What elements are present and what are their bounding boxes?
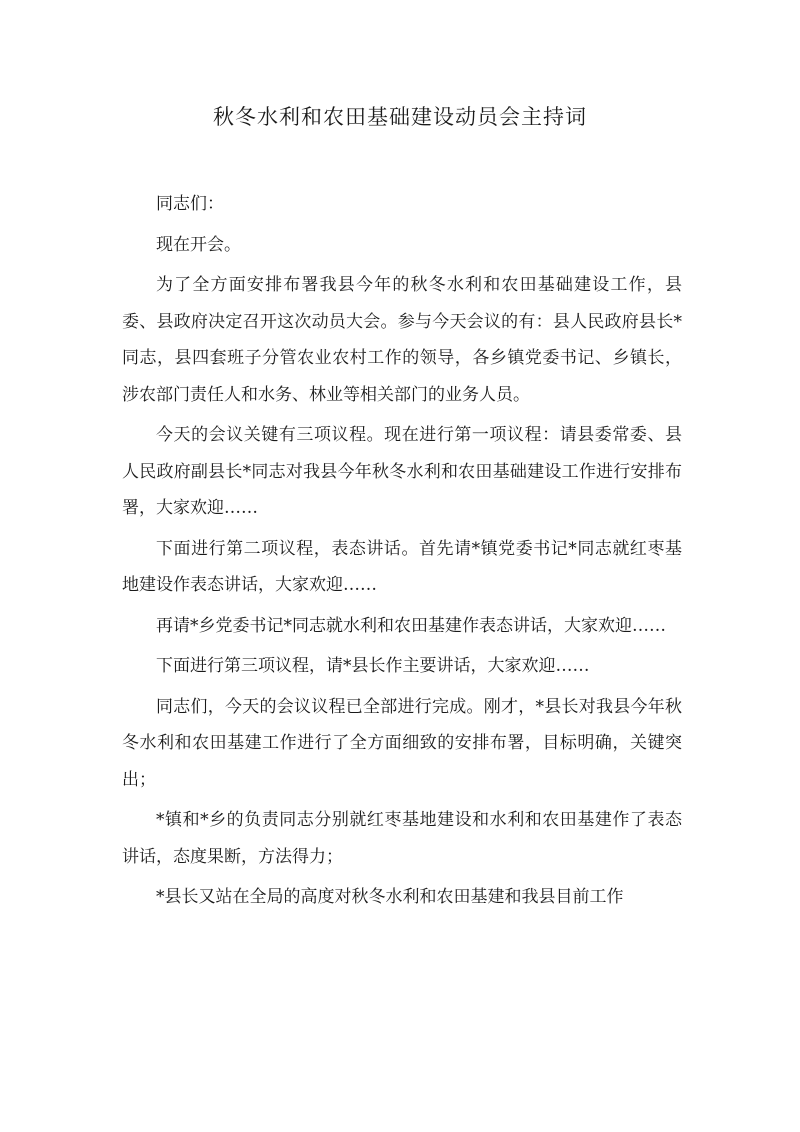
paragraph-purpose: 为了全方面安排布署我县今年的秋冬水利和农田基础建设工作，县委、县政府决定召开这次动员大会。参与今天会议的有：县人民政府县长*同志，县四套班子分管农业农村工作的领导，各乡镇党委书记、乡镇长，涉农部门责任人和水务、林业等相关部门的业务人员。 (122, 275, 682, 405)
paragraph-agenda-two-second: 再请*乡党委书记*同志就水利和农田基建作表态讲话，大家欢迎…… (156, 615, 666, 636)
paragraph-agenda-one: 今天的会议关键有三项议程。现在进行第一项议程：请县委常委、县人民政府副县长*同志对我县今年秋冬水利和农田基础建设工作进行安排布署，大家欢迎…… (122, 425, 682, 518)
paragraph-agenda-three: 下面进行第三项议程，请*县长作主要讲话，大家欢迎…… (156, 656, 590, 676)
paragraph-statements: *镇和*乡的负责同志分别就红枣基地建设和水利和农田基建作了表态讲话，态度果断，方法得力； (122, 810, 682, 867)
paragraph-conclusion: *县长又站在全局的高度对秋冬水利和农田基建和我县目前工作 (156, 887, 624, 907)
document-title: 秋冬水利和农田基础建设动员会主持词 (213, 105, 587, 129)
paragraph-agenda-two: 下面进行第二项议程，表态讲话。首先请*镇党委书记*同志就红枣基地建设作表态讲话，大家欢迎…… (122, 538, 682, 595)
document-body (122, 186, 682, 916)
paragraph-opening: 现在开会。 (156, 234, 241, 255)
paragraph-summary: 同志们，今天的会议议程已全部进行完成。刚才，*县长对我县今年秋冬水利和农田基建工作进行了全方面细致的安排布署，目标明确，关键突出； (122, 696, 682, 790)
paragraph-greeting: 同志们： (156, 194, 224, 214)
